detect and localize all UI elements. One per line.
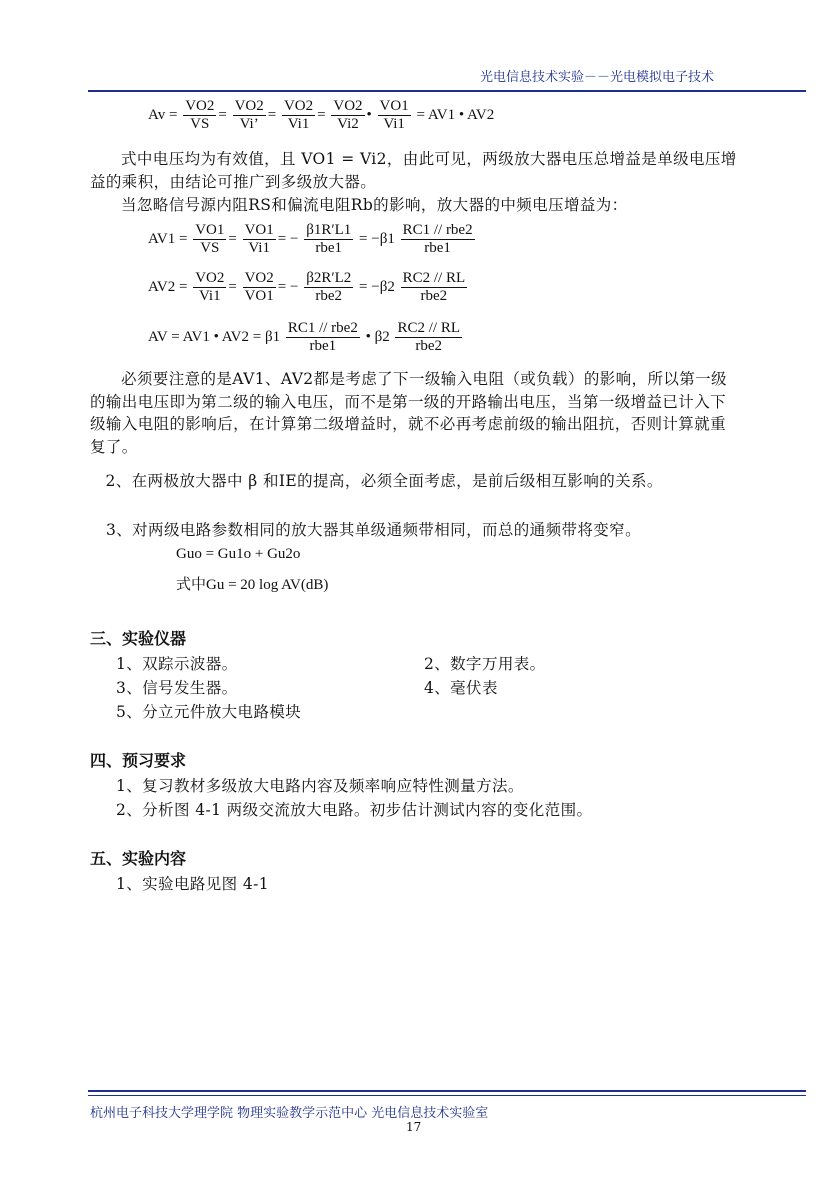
eq-num: VO2 (185, 98, 215, 114)
eq-rhs: = AV1 • AV2 (416, 106, 495, 123)
eq-lhs: AV2 = (148, 278, 188, 295)
paragraph-effective-values: 式中电压均为有效值，且 VO1 = Vi2，由此可见，两级放大器电压总增益是单级电压增益的乘积，由结论可推广到多级放大器。 (90, 150, 737, 191)
eq-num: VO2 (195, 270, 225, 286)
equation-av1: AV1 = $\frac{VO1}{VS}$ = $\frac{VO1}{Vi1}$ = − $\frac{\beta 1R'L1}{\text{rbe1}}$ = −β1 $\frac{\text{RC1 // rbe2}}{\text{rbe1}}$ (148, 222, 473, 256)
eq-den: Vi2 (337, 116, 359, 132)
footer-rule-thin (88, 1095, 806, 1096)
instrument-item: 1、双踪示波器。 (116, 655, 238, 673)
equation-guo: Guo = Gu1o + Gu2o (176, 546, 301, 562)
eq-den: rbe1 (309, 338, 337, 354)
eq-mid: = −β2 (359, 278, 395, 295)
eq-den: Vi1 (383, 116, 405, 132)
preview-item: 1、复习教材多级放大电路内容及频率响应特性测量方法。 (116, 777, 524, 795)
preview-item: 2、分析图 4-1 两级交流放大电路。初步估计测试内容的变化范围。 (116, 801, 593, 819)
eq-num: VO2 (244, 270, 274, 286)
eq-den: Vi1 (287, 116, 310, 132)
eq-den: VS (200, 240, 220, 256)
eq-num: β2R′L2 (306, 270, 352, 286)
equation-total-gain: Av = $\frac{VO2}{VS}$ = $\frac{VO2}{Vi’}$ = $\frac{VO2}{Vi1}$ = $\frac{VO2}{Vi2}$ • $\frac{VO1}{Vi1}$ = AV1 • AV2 (148, 98, 495, 132)
instrument-item: 2、数字万用表。 (424, 655, 546, 673)
eq-num: VO2 (333, 98, 363, 114)
section-title-preview: 四、预习要求 (90, 751, 187, 770)
footer-rule (88, 1090, 806, 1092)
section-title-content: 五、实验内容 (90, 849, 187, 868)
eq-den: rbe2 (315, 288, 343, 304)
equation-av-product (148, 320, 464, 355)
eq-num: RC1 // rbe2 (287, 320, 358, 336)
eq-mid: = −β1 (359, 230, 395, 247)
section-title-instruments: 三、实验仪器 (90, 629, 187, 648)
eq-den: Vi1 (248, 240, 270, 256)
point-3: 3、对两级电路参数相同的放大器其单级通频带相同，而总的通频带将变窄。 (106, 521, 641, 539)
eq-den: rbe1 (424, 240, 451, 256)
running-header: 光电信息技术实验－－光电模拟电子技术 (480, 70, 715, 85)
eq-den: rbe1 (315, 240, 343, 256)
eq-den: VO1 (244, 288, 274, 304)
eq-den: rbe2 (415, 338, 443, 354)
eq-num: VO1 (195, 222, 225, 238)
eq-num: RC2 // RL (402, 270, 466, 286)
eq-num: VO2 (234, 98, 264, 114)
equation-av2: AV2 = $\frac{VO2}{Vi1}$ = $\frac{VO2}{VO1}$ = − $\frac{\beta 2R'L2}{\text{rbe2}}$ = −β2 $\frac{RC2 // RL}{\text{rbe2}}$ (148, 270, 466, 304)
eq-den: Vi1 (198, 288, 221, 304)
header-rule (88, 90, 806, 92)
eq-den: VS (190, 116, 210, 132)
footer-institution: 杭州电子科技大学理学院 物理实验教学示范中心 光电信息技术实验室 (90, 1106, 489, 1121)
content-item: 1、实验电路见图 4-1 (116, 875, 270, 893)
eq-mid: • β2 (365, 328, 390, 345)
instrument-item: 5、分立元件放大电路模块 (116, 703, 302, 721)
eq-lhs: Av = (148, 106, 178, 123)
eq-num: VO1 (379, 98, 409, 114)
equation-gu: 式中Gu = 20 log AV(dB) (176, 577, 329, 593)
eq-num: RC1 // rbe2 (402, 222, 473, 238)
eq-num: VO2 (283, 98, 314, 114)
eq-den: Vi’ (239, 116, 259, 132)
eq-lhs: AV1 = (148, 230, 188, 247)
page-number: 17 (406, 1120, 422, 1134)
point-2: 2、在两极放大器中 β 和IE的提高，必须全面考虑，是前后级相互影响的关系。 (105, 472, 663, 490)
instrument-item: 3、信号发生器。 (116, 679, 238, 697)
instrument-item: 4、毫伏表 (424, 679, 498, 697)
paragraph-input-resistance: 必须要注意的是AV1、AV2都是考虑了下一级输入电阻（或负载）的影响，所以第一级的输出电压即为第二级的输入电压，而不是第一级的开路输出电压，当第一级增益已计入下级输入电阻的影响后，在计算第二级增益时，就不必再考虑前级的输出阻抗，否则计算就重复了。 (90, 370, 727, 456)
eq-num: RC2 // RL (397, 320, 460, 336)
paragraph-mid-gain: 当忽略信号源内阻RS和偏流电阻Rb的影响，放大器的中频电压增益为： (121, 196, 628, 214)
eq-num: VO1 (244, 222, 274, 238)
eq-lhs: AV = AV1 • AV2 = β1 (148, 328, 281, 345)
eq-den: rbe2 (420, 288, 448, 304)
eq-num: β1R′L1 (306, 222, 352, 238)
